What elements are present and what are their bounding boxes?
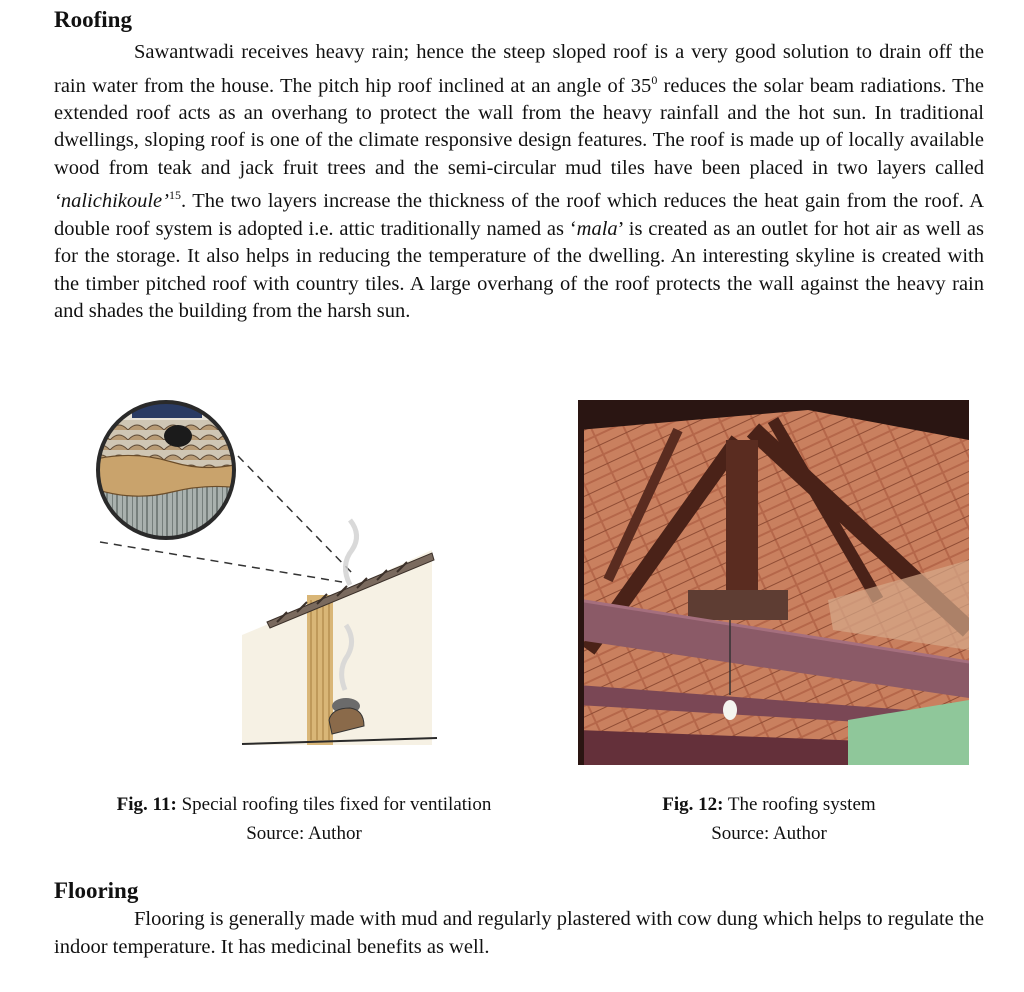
- figure-12-caption-line: Fig. 12: The roofing system: [662, 794, 876, 815]
- roofing-heading: Roofing: [54, 7, 132, 32]
- figure-12-source: Source: Author: [711, 823, 827, 844]
- figure-11-source: Source: Author: [246, 823, 362, 844]
- figure-11-illustration: [92, 390, 442, 770]
- roofing-paragraph: Sawantwadi receives heavy rain; hence the steep sloped roof is a very good solution to drain off the rain water from the house. The pitch hip roof inclined at an angle of $35^0$ reduces the solar beam radiations. The extended roof acts as an overhang to protect the wall from the heavy rainfall and the hot sun. In traditional dwellings, sloping roof is one of the climate responsive design features. The roof is made up of locally available wood from teak and jack fruit trees and the semi-circular mud tiles have been placed in two layers called ‘nalichikoule’$^{15}$. The two layers increase the thickness of the roof which reduces the heat gain from the roof. A double roof system is adopted i.e. attic traditionally named as ‘mala’ is created as an outlet for hot air as well as for the storage. It also helps in reducing the temperature of the dwelling. An interesting skyline is created with the timber pitched roof with country tiles. A large overhang of the roof protects the wall against the heavy rain and shades the building from the harsh sun.: [54, 41, 984, 323]
- figure-12-photo: [578, 400, 969, 765]
- figure-11-caption-line: Fig. 11: Special roofing tiles fixed for ventilation: [116, 794, 492, 815]
- roof-tile-ventilation-drawing: [92, 390, 442, 770]
- figure-11-caption: [74, 790, 534, 848]
- flooring-paragraph: Flooring is generally made with mud and regularly plastered with cow dung which helps to regulate the indoor temperature. It has medicinal benefits as well.: [54, 908, 984, 958]
- figure-12-caption: [624, 790, 914, 848]
- flooring-heading: Flooring: [54, 878, 139, 903]
- roofing-system-photo: [578, 400, 969, 765]
